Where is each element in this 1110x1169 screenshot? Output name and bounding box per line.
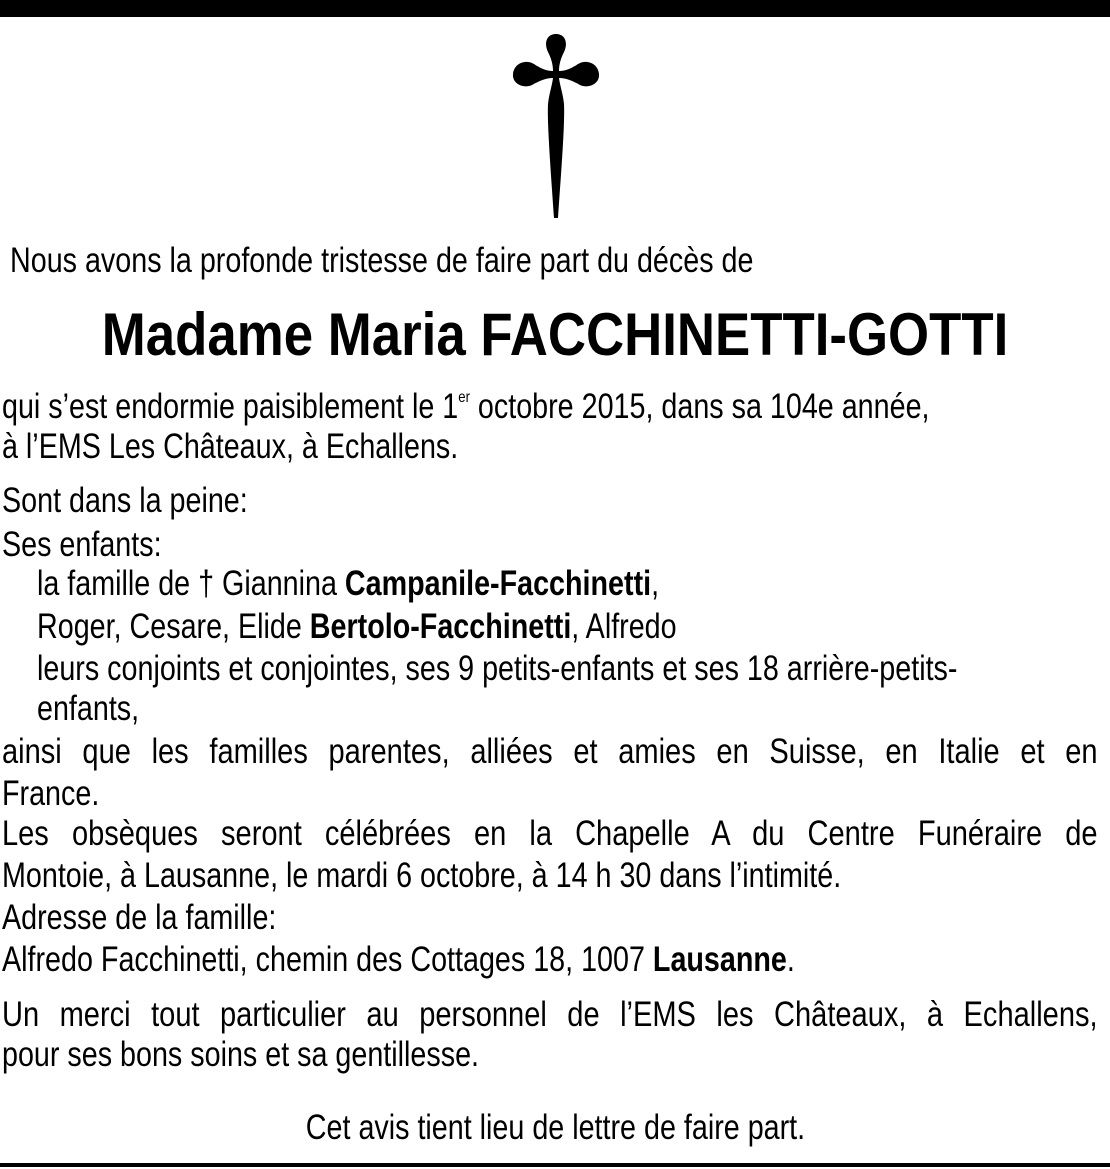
cross-icon bbox=[508, 34, 604, 218]
top-border-rule bbox=[0, 0, 1110, 17]
relatives-line-1: ainsi que les familles parentes, alliées et amies en Suisse, en Italie et en bbox=[2, 732, 1098, 771]
family-line-1: la famille de † Giannina Campanile-Facchinetti, bbox=[37, 564, 660, 603]
funeral-line-2: Montoie, à Lausanne, le mardi 6 octobre, à 14 h 30 dans l’intimité. bbox=[2, 856, 842, 895]
children-heading: Ses enfants: bbox=[2, 525, 162, 564]
address-heading: Adresse de la famille: bbox=[2, 898, 277, 937]
relatives-line-2: France. bbox=[2, 774, 100, 813]
deceased-name: Madame Maria FACCHINETTI-GOTTI bbox=[101, 301, 1009, 368]
family-line-2: Roger, Cesare, Elide Bertolo-Facchinetti, Alfredo bbox=[37, 607, 677, 646]
family-address: Alfredo Facchinetti, chemin des Cottages 18, 1007 Lausanne. bbox=[2, 940, 795, 979]
thanks-line-2: pour ses bons soins et sa gentillesse. bbox=[2, 1035, 480, 1074]
closing-note: Cet avis tient lieu de lettre de faire part. bbox=[305, 1108, 805, 1147]
family-line-3: leurs conjoints et conjointes, ses 9 petits-enfants et ses 18 arrière-petits- bbox=[37, 649, 958, 688]
mourners-heading: Sont dans la peine: bbox=[2, 481, 248, 520]
death-announcement-line: qui s’est endormie paisiblement le 1er octobre 2015, dans sa 104e année, bbox=[2, 387, 930, 426]
bottom-border-rule bbox=[0, 1163, 1110, 1167]
death-place: à l’EMS Les Châteaux, à Echallens. bbox=[2, 427, 459, 466]
funeral-line-1: Les obsèques seront célébrées en la Chapelle A du Centre Funéraire de bbox=[2, 814, 1098, 853]
family-line-4: enfants, bbox=[37, 689, 140, 728]
ordinal-superscript: er bbox=[458, 389, 470, 406]
thanks-line-1: Un merci tout particulier au personnel de l’EMS les Châteaux, à Echallens, bbox=[2, 995, 1098, 1034]
intro-text: Nous avons la profonde tristesse de faire part du décès de bbox=[10, 241, 754, 280]
